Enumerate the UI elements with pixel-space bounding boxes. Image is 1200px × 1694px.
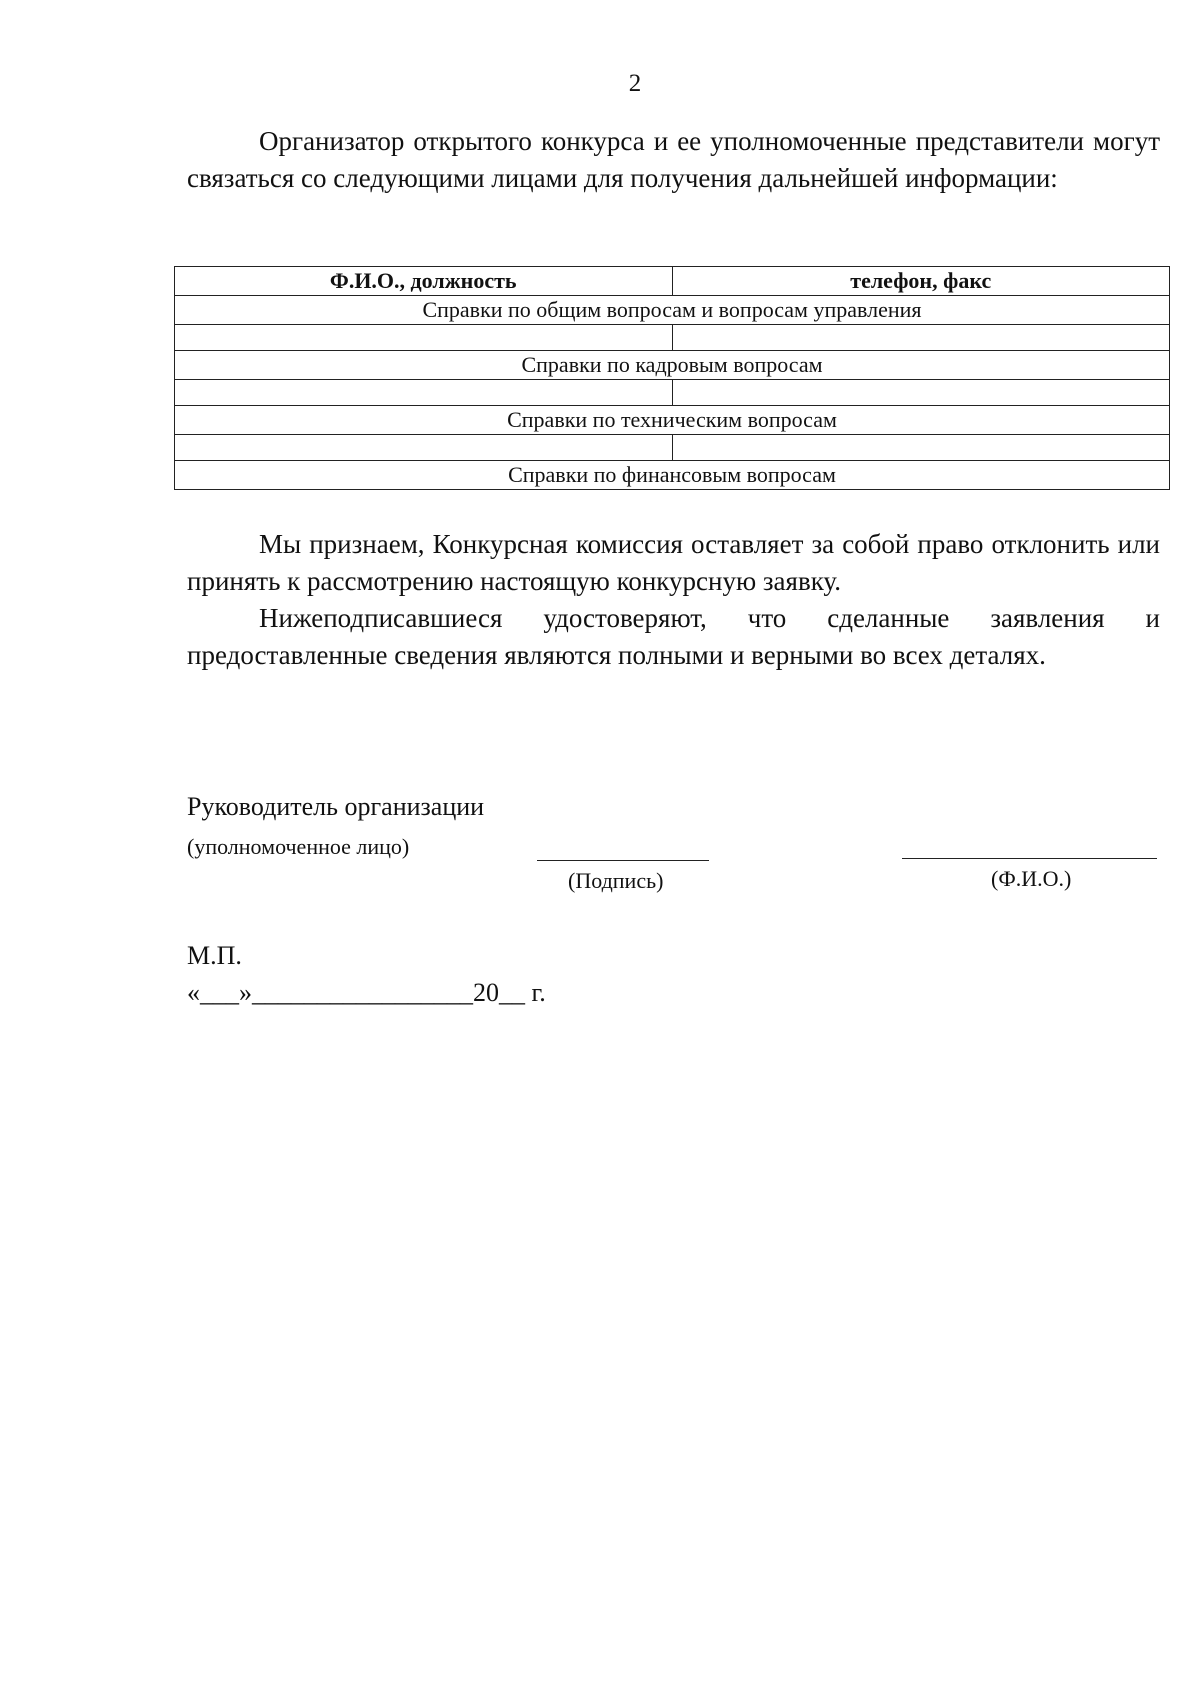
table-section-row [175, 296, 1170, 325]
table-section-row [175, 461, 1170, 490]
signatory-subtitle: (уполномоченное лицо) [187, 834, 410, 859]
table-section-row [175, 406, 1170, 435]
section-hr: Справки по кадровым вопросам [175, 351, 1170, 380]
cell-fio [175, 380, 673, 406]
name-caption: (Ф.И.О.) [991, 866, 1072, 891]
intro-text: Организатор открытого конкурса и ее уполномоченные представители могут связаться со следующими лицами для получения дальнейшей информации: [187, 126, 1160, 193]
cell-fio [175, 325, 673, 351]
statement-certification: Нижеподписавшиеся удостоверяют, что сделанные заявления и предоставленные сведения являются полными и верными во всех деталях. [187, 603, 1160, 670]
contacts-table [174, 266, 1170, 490]
cell-phone [672, 380, 1170, 406]
page-number: 2 [628, 70, 642, 97]
statements-block [187, 526, 1160, 674]
section-general: Справки по общим вопросам и вопросам управления [175, 296, 1170, 325]
header-fio: Ф.И.О., должность [175, 267, 673, 296]
section-technical: Справки по техническим вопросам [175, 406, 1170, 435]
signature-caption: (Подпись) [568, 868, 664, 893]
section-financial: Справки по финансовым вопросам [175, 461, 1170, 490]
table-section-row [175, 351, 1170, 380]
intro-paragraph [187, 123, 1160, 197]
statement-acknowledgement: Мы признаем, Конкурсная комиссия оставляет за собой право отклонить или принять к рассмотрению настоящую конкурсную заявку. [187, 529, 1160, 596]
cell-fio [175, 435, 673, 461]
signatory-title: Руководитель организации [187, 792, 485, 821]
name-line [902, 858, 1157, 859]
cell-phone [672, 435, 1170, 461]
table-row [175, 435, 1170, 461]
date-line: «___»_________________20__ г. [187, 978, 546, 1007]
table-row [175, 380, 1170, 406]
table-header-row [175, 267, 1170, 296]
signature-line [537, 860, 709, 861]
header-phone: телефон, факс [672, 267, 1170, 296]
cell-phone [672, 325, 1170, 351]
table-row [175, 325, 1170, 351]
stamp-placeholder: М.П. [187, 941, 242, 970]
